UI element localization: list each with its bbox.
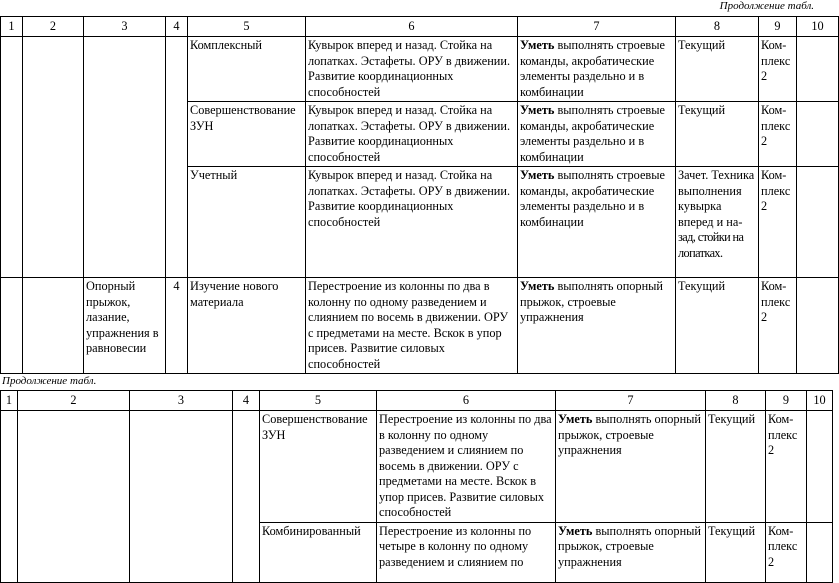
topic-cell: [84, 37, 166, 278]
content-cell: Кувырок вперед и назад. Стойка на лопатках. Эстафеты. ОРУ в движении. Развитие координационных способностей: [306, 167, 518, 278]
requirements-cell: [518, 37, 676, 102]
col-num: 5: [188, 17, 306, 37]
topic-cell: [23, 37, 84, 278]
topic-cell: [130, 411, 233, 583]
table-row: [1, 37, 839, 102]
requirements-text: выполнять строевые команды, акробатические элементы раздельно и в комбинации: [520, 103, 665, 164]
date-cell: [807, 411, 833, 523]
requirements-text: выполнять опорный прыжок, строевые упражнения: [558, 523, 701, 569]
content-cell: Перестроение из колонны по два в колонну по одному разведением и слиянием по восемь в движении. ОРУ с предметами на месте. Вскок в упор присев. Развитие силовых способностей: [306, 278, 518, 374]
lesson-plan-table-2: [0, 390, 833, 583]
table-row: [1, 278, 839, 374]
requirements-bold: Уметь: [520, 168, 555, 182]
requirements-bold: Уметь: [558, 523, 593, 538]
col-num: 9: [766, 391, 807, 411]
homework-cell: Ком-плекс 2: [759, 167, 797, 278]
col-num: 7: [518, 17, 676, 37]
top-continuation-label: Продолжение табл.: [719, 0, 814, 12]
control-cell: Текущий: [676, 102, 759, 167]
requirements-cell: [518, 167, 676, 278]
control-cell: Текущий: [706, 411, 766, 523]
date-cell: [797, 278, 839, 374]
column-number-row: [1, 17, 839, 37]
col-num: 8: [676, 17, 759, 37]
topic-cell: [23, 278, 84, 374]
col-num: 4: [166, 17, 188, 37]
lesson-num-cell: [1, 37, 23, 278]
col-num: 10: [807, 391, 833, 411]
date-cell: [807, 522, 833, 582]
date-cell: [797, 37, 839, 102]
requirements-text: выполнять опорный прыжок, строевые упражнения: [558, 412, 701, 457]
lesson-plan-table-1: [0, 16, 839, 374]
col-num: 10: [797, 17, 839, 37]
requirements-bold: Уметь: [520, 38, 555, 52]
content-cell: Перестроение из колонны по два в колонну по одному разведением и слиянием по восемь в движении. ОРУ с предметами на месте. Вскок в упор присев. Развитие силовых способностей: [377, 411, 556, 523]
col-num: 9: [759, 17, 797, 37]
date-cell: [797, 167, 839, 278]
col-num: 5: [260, 391, 377, 411]
control-cell: Текущий: [676, 37, 759, 102]
content-cell: Кувырок вперед и назад. Стойка на лопатках. Эстафеты. ОРУ в движении. Развитие координационных способностей: [306, 102, 518, 167]
continuation-label: Продолжение табл.: [2, 375, 97, 387]
lesson-num-cell: [1, 411, 18, 583]
requirements-bold: Уметь: [520, 279, 555, 293]
requirements-bold: Уметь: [520, 103, 555, 117]
requirements-bold: Уметь: [558, 412, 593, 426]
requirements-cell: [518, 102, 676, 167]
lesson-type-cell: Совершенствование ЗУН: [188, 102, 306, 167]
requirements-cell: [556, 411, 706, 523]
homework-cell: Ком-плекс 2: [759, 37, 797, 102]
control-cell: Текущий: [676, 278, 759, 374]
column-number-row: [1, 391, 833, 411]
content-cell: Кувырок вперед и назад. Стойка на лопатках. Эстафеты. ОРУ в движении. Развитие координационных способностей: [306, 37, 518, 102]
col-num: 3: [130, 391, 233, 411]
requirements-text: выполнять строевые команды, акробатические элементы раздельно и в комбинации: [520, 38, 665, 99]
content-cell: Перестроение из колонны по четыре в колонну по одному разведением и слиянием по: [377, 522, 556, 582]
control-text: Зачет. Техника выполнения кувырка вперед и на-: [678, 168, 755, 229]
requirements-cell: [556, 522, 706, 582]
lesson-type-cell: Комплексный: [188, 37, 306, 102]
homework-cell: Ком-плекс 2: [766, 411, 807, 523]
table-row: [1, 411, 833, 523]
homework-cell: Ком-плекс 2: [759, 102, 797, 167]
lesson-type-cell: Учетный: [188, 167, 306, 278]
col-num: 1: [1, 391, 18, 411]
col-num: 3: [84, 17, 166, 37]
col-num: 2: [23, 17, 84, 37]
lesson-type-cell: Изучение нового материала: [188, 278, 306, 374]
homework-cell: Ком-плекс 2: [759, 278, 797, 374]
requirements-cell: [518, 278, 676, 374]
topic-cell: Опорный прыжок, лазание, упражнения в равновесии: [84, 278, 166, 374]
col-num: 2: [18, 391, 130, 411]
date-cell: [797, 102, 839, 167]
lesson-type-cell: Комбинированный: [260, 522, 377, 582]
requirements-text: выполнять опорный прыжок, строевые упражнения: [520, 279, 663, 324]
hours-cell: [166, 37, 188, 278]
lesson-num-cell: [1, 278, 23, 374]
col-num: 6: [306, 17, 518, 37]
col-num: 4: [233, 391, 260, 411]
hours-cell: [233, 411, 260, 583]
hours-cell: 4: [166, 278, 188, 374]
col-num: 7: [556, 391, 706, 411]
col-num: 8: [706, 391, 766, 411]
lesson-type-cell: Совершенствование ЗУН: [260, 411, 377, 523]
topic-cell: [18, 411, 130, 583]
control-cell: [676, 167, 759, 278]
control-text-condensed: зад, стойки на лопатках.: [678, 230, 744, 260]
requirements-text: выполнять строевые команды, акробатические элементы раздельно и в комбинации: [520, 168, 665, 229]
control-cell: Текущий: [706, 522, 766, 582]
homework-cell: Ком-плекс 2: [766, 522, 807, 582]
col-num: 1: [1, 17, 23, 37]
col-num: 6: [377, 391, 556, 411]
